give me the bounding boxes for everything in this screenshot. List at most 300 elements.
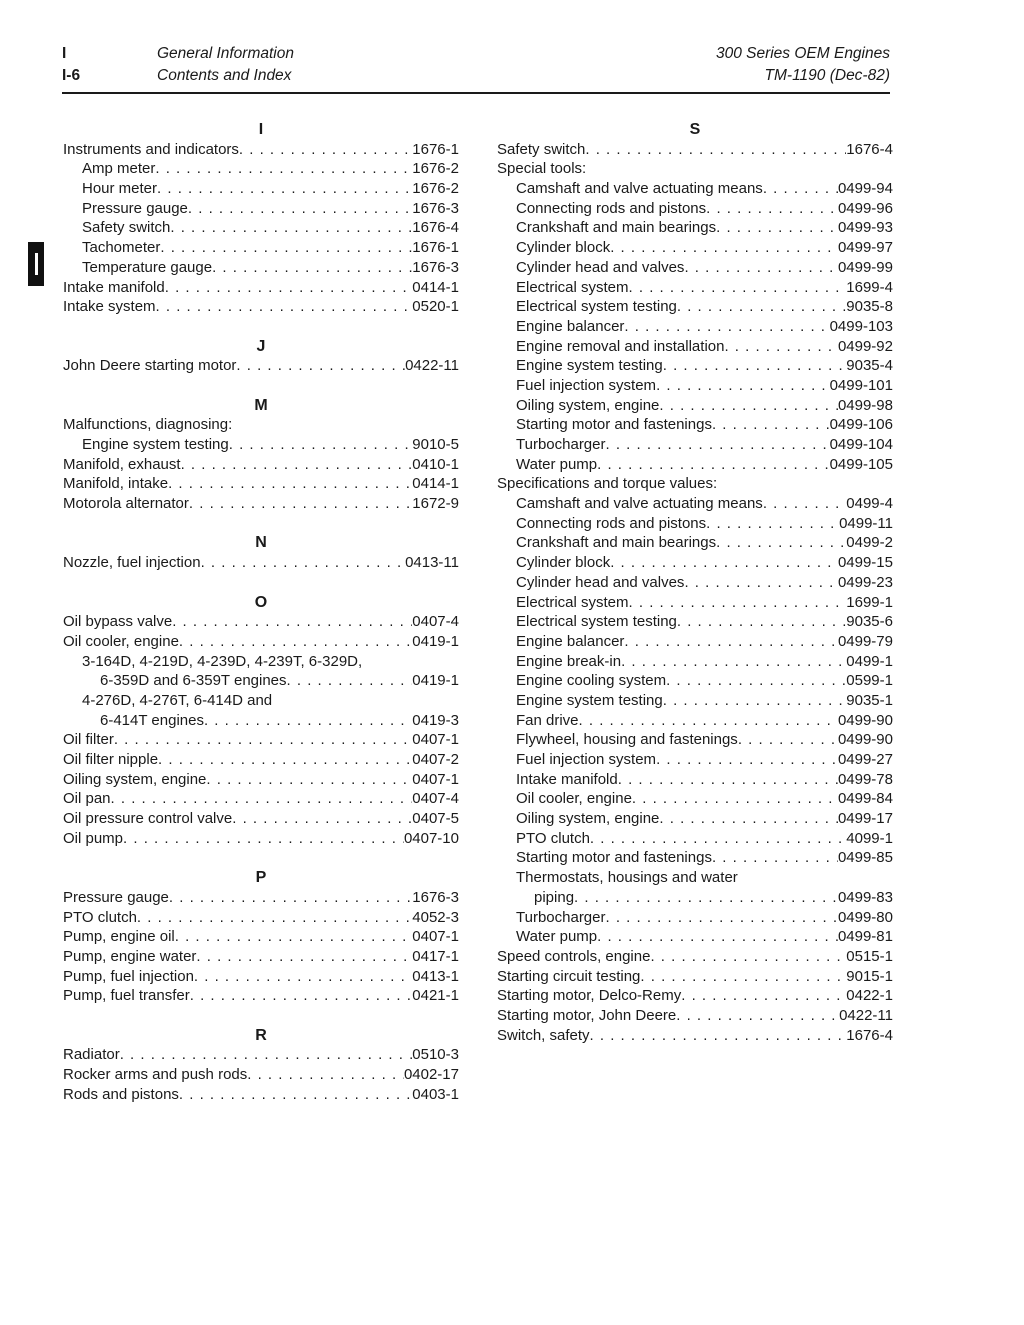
entry-page-ref: 9035-4 [846,357,893,375]
dot-leader [706,199,838,219]
index-subentry [63,258,459,278]
dot-leader [247,1065,404,1085]
index-entry [63,140,459,160]
index-spacer [63,1006,459,1026]
entry-page-ref: 0510-3 [412,1046,459,1064]
entry-term: Cylinder head and valves [516,573,685,591]
index-subentry [497,671,893,691]
entry-page-ref: 0402-17 [403,1066,459,1083]
header-title: General Information [157,45,294,62]
entry-term: Pump, fuel injection [63,967,194,985]
entry-page-ref: 1676-3 [412,258,459,276]
entry-term: PTO clutch [63,908,137,926]
entry-page-ref: 0407-4 [412,613,459,631]
index-subentry [497,317,893,337]
index-letter-heading: O [254,593,268,611]
entry-term: Fan drive [516,711,579,729]
entry-term: PTO clutch [516,829,590,847]
entry-term: Electrical system testing [516,298,677,316]
entry-term: Engine system testing [516,357,663,375]
entry-term: Temperature gauge [82,258,213,276]
header-series: 300 Series OEM Engines [715,45,890,62]
entry-term: Rocker arms and push rods [63,1066,248,1083]
dot-leader [114,730,412,750]
entry-term: 6-414T engines [100,711,204,729]
entry-page-ref: 0499-92 [837,337,893,355]
entry-page-ref: 0407-1 [412,731,459,749]
entry-page-ref: 0499-90 [837,731,893,749]
entry-term: Intake manifold [516,770,618,788]
entry-page-ref: 0499-105 [829,455,893,473]
entry-page-ref: 1676-2 [412,180,459,198]
entry-term: Switch, safety [497,1026,590,1044]
index-entry [63,297,459,317]
index-entry [63,356,459,376]
index-spacer [63,848,459,868]
index-subentry [497,218,893,238]
entry-term: Oil cooler, engine [63,632,179,650]
entry-term: Engine system testing [516,691,663,709]
entry-term: Intake system [63,298,156,316]
entry-term: Engine break-in [516,652,622,670]
entry-term: Starting motor, John Deere [497,1006,677,1024]
index-spacer [63,573,459,593]
index-entry [63,278,459,298]
entry-page-ref: 0417-1 [412,947,459,965]
entry-term: Water pump [516,928,598,946]
dot-leader [606,908,838,928]
index-subentry [497,415,893,435]
dot-leader [666,671,846,691]
index-subentry [63,199,459,219]
entry-page-ref: 0407-4 [412,790,459,808]
dot-leader [194,967,412,987]
entry-page-ref: 0499-101 [829,376,893,394]
index-subentry [497,789,893,809]
entry-page-ref: 0499-15 [837,554,893,572]
index-entry [63,553,459,573]
dot-leader [123,829,404,849]
index-subentry [497,730,893,750]
entry-term: Connecting rods and pistons [516,514,707,532]
entry-term: Starting circuit testing [497,967,641,985]
entry-page-ref: 1676-2 [412,160,459,178]
dot-leader [229,435,413,455]
entry-term: Engine removal and installation [516,337,725,355]
index-letter-heading: J [256,337,266,355]
index-entry [63,770,459,790]
dot-leader [190,986,413,1006]
entry-page-ref: 1676-3 [412,888,459,906]
index-subentry [497,770,893,790]
dot-leader [659,809,838,829]
index-subentry [63,435,459,455]
index-entry [497,947,893,967]
entry-page-ref: 0515-1 [846,947,893,965]
entry-term: Hour meter [82,180,158,198]
entry-term: Starting motor and fastenings [516,416,712,434]
entry-page-ref: 9035-8 [846,298,893,316]
index-entry [63,927,459,947]
dot-leader [157,179,412,199]
entry-term: Tachometer [82,239,161,257]
index-spacer [63,376,459,396]
entry-term: Camshaft and valve actuating means [516,180,763,198]
index-spacer [63,317,459,337]
entry-term: Engine balancer [516,317,625,335]
entry-term: piping [534,888,575,906]
dot-leader [624,317,829,337]
entry-term: Oil filter nipple [63,751,159,768]
index-letter-heading: I [258,121,264,138]
entry-term: Safety switch [497,140,586,158]
index-entry [63,474,459,494]
entry-page-ref: 0407-1 [412,928,459,946]
index-entry [63,750,459,770]
index-subentry [497,533,893,553]
index-subentry [63,179,459,199]
index-subentry [497,435,893,455]
index-entry [63,947,459,967]
dot-leader [663,691,847,711]
entry-term: Electrical system [516,278,629,296]
entry-term: Turbocharger [516,436,606,453]
entry-page-ref: 0422-11 [405,357,459,375]
entry-page-ref: 1699-4 [846,278,893,296]
entry-term: 4-276D, 4-276T, 6-414D and [82,691,273,709]
dot-leader [618,770,838,790]
index-letter-heading: P [255,869,267,887]
entry-term: Thermostats, housings and water [516,869,738,887]
index-letter-heading: S [689,121,701,138]
header-section: I [62,45,67,62]
entry-term: Fuel injection system [516,751,657,768]
index-entry [63,494,459,514]
entry-term: Oil cooler, engine [516,790,632,808]
entry-page-ref: 1676-1 [412,239,459,257]
dot-leader [206,770,412,790]
entry-term: Turbocharger [516,908,606,926]
entry-page-ref: 0499-11 [839,514,893,532]
dot-leader [137,908,412,928]
thumb-tab-mark [35,253,38,275]
entry-term: Oil pan [63,790,111,808]
entry-term: Manifold, exhaust [63,455,181,473]
index-subentry [497,888,893,908]
entry-term: Connecting rods and pistons [516,199,707,217]
entry-page-ref: 9035-6 [846,613,893,631]
index-subentry [497,750,893,770]
dot-leader [624,632,838,652]
dot-leader [632,789,838,809]
entry-page-ref: 0599-1 [846,672,893,690]
dot-leader [738,730,838,750]
entry-term: Oil bypass valve [63,613,173,631]
header-rule [62,92,890,94]
entry-term: Pump, fuel transfer [63,987,190,1005]
dot-leader [629,278,847,298]
index-spacer [63,514,459,534]
entry-term: Starting motor, Delco-Remy [497,987,682,1005]
entry-page-ref: 0520-1 [412,298,459,316]
dot-leader [165,278,413,298]
header-line-1 [62,44,890,64]
index-entry [497,967,893,987]
index-entry [63,632,459,652]
entry-term: Pump, engine oil [63,928,175,946]
entry-page-ref: 1676-4 [846,1026,893,1044]
dot-leader [681,986,846,1006]
dot-leader [676,1006,839,1026]
index-entry [63,829,459,849]
dot-leader [201,553,405,573]
header-manual-number: TM-1190 (Dec-82) [764,67,890,84]
dot-leader [684,573,838,593]
dot-leader [677,612,846,632]
index-entry [497,140,893,160]
index-subentry [63,238,459,258]
entry-term: Cylinder block [516,239,611,257]
dot-leader [196,947,412,967]
dot-leader [684,258,838,278]
dot-leader [212,258,412,278]
entry-page-ref: 0407-2 [412,751,459,768]
entry-page-ref: 9035-1 [846,691,893,709]
index-entry [63,967,459,987]
dot-leader [659,396,838,416]
index-entry [63,809,459,829]
index-subentry [63,159,459,179]
index-subentry [63,711,459,731]
entry-page-ref: 4099-1 [846,829,893,847]
entry-page-ref: 0499-96 [837,199,893,217]
index-column-right [497,120,893,1045]
entry-page-ref: 0499-104 [829,436,893,453]
dot-leader [716,218,838,238]
dot-leader [585,140,846,160]
index-subentry [497,238,893,258]
entry-term: Electrical system [516,593,629,611]
index-subentry [497,908,893,928]
dot-leader [610,238,838,258]
entry-page-ref: 0499-4 [846,495,893,513]
index-entry [63,415,459,435]
entry-term: Safety switch [82,219,171,237]
entry-page-ref: 0419-3 [412,711,459,729]
entry-term: Malfunctions, diagnosing: [63,416,233,434]
index-subentry [497,179,893,199]
entry-term: Pressure gauge [63,888,169,906]
entry-term: Oil filter [63,731,114,749]
index-subentry [497,396,893,416]
entry-term: Oiling system, engine [516,396,660,414]
index-subentry [497,573,893,593]
entry-term: Radiator [63,1046,120,1064]
entry-term: Motorola alternator [63,495,189,513]
dot-leader [232,809,412,829]
dot-leader [597,927,838,947]
entry-term: Cylinder head and valves [516,258,685,276]
index-subentry [497,376,893,396]
entry-term: Speed controls, engine [497,947,651,965]
index-entry [63,1065,459,1085]
index-entry [63,612,459,632]
entry-term: Oil pump [63,829,124,847]
entry-term: Fuel injection system [516,376,657,394]
index-entry [497,986,893,1006]
entry-page-ref: 1676-1 [412,140,459,158]
entry-page-ref: 0499-99 [837,258,893,276]
entry-page-ref: 0419-1 [412,672,459,690]
header-line-2 [62,66,890,86]
entry-term: Flywheel, housing and fastenings [516,731,738,749]
entry-term: Rods and pistons [63,1085,179,1103]
entry-term: Engine cooling system [516,672,667,690]
dot-leader [597,455,829,475]
entry-page-ref: 0499-90 [837,711,893,729]
dot-leader [179,1085,412,1105]
index-subentry [497,927,893,947]
index-subentry [497,356,893,376]
entry-page-ref: 9015-1 [846,967,893,985]
entry-page-ref: 0499-80 [837,908,893,926]
index-entry [497,474,893,494]
entry-page-ref: 0499-81 [837,928,893,946]
entry-term: Oiling system, engine [63,770,207,788]
entry-term: Manifold, intake [63,475,169,493]
entry-page-ref: 0499-83 [837,888,893,906]
entry-term: Engine balancer [516,632,625,650]
index-entry [497,1026,893,1046]
dot-leader [156,297,413,317]
dot-leader [236,356,405,376]
dot-leader [579,711,838,731]
index-subentry [497,612,893,632]
index-entry [63,908,459,928]
index-subentry [497,514,893,534]
index-subentry [497,691,893,711]
index-letter-heading: R [255,1026,267,1044]
dot-leader [170,218,412,238]
entry-term: Pressure gauge [82,199,188,217]
entry-page-ref: 0407-1 [412,770,459,788]
dot-leader [120,1045,413,1065]
entry-term: Cylinder block [516,554,611,572]
dot-leader [168,474,412,494]
entry-term: Amp meter [82,160,156,178]
entry-term: Specifications and torque values: [497,475,718,493]
dot-leader [179,632,412,652]
entry-page-ref: 0499-97 [837,239,893,257]
dot-leader [610,553,838,573]
index-entry [63,986,459,1006]
entry-page-ref: 0414-1 [412,475,459,493]
index-subentry [497,593,893,613]
dot-leader [663,356,847,376]
dot-leader [712,415,830,435]
entry-page-ref: 1676-4 [412,219,459,237]
entry-term: Crankshaft and main bearings [516,219,717,237]
dot-leader [763,179,838,199]
index-entry [497,159,893,179]
entry-page-ref: 0413-11 [405,554,459,572]
index-subentry [497,711,893,731]
index-entry [63,455,459,475]
dot-leader [111,789,413,809]
entry-term: 6-359D and 6-359T engines [100,672,287,690]
dot-leader [763,494,846,514]
dot-leader [590,1026,847,1046]
entry-term: Instruments and indicators [63,140,239,158]
entry-page-ref: 0499-2 [846,534,893,552]
entry-page-ref: 0421-1 [412,987,459,1005]
entry-page-ref: 0499-78 [837,770,893,788]
index-entry [63,888,459,908]
entry-page-ref: 0407-5 [412,810,459,828]
dot-leader [621,652,846,672]
dot-leader [640,967,846,987]
index-subentry [497,829,893,849]
index-subentry [497,258,893,278]
dot-leader [656,750,838,770]
entry-page-ref: 0422-1 [846,987,893,1005]
entry-term: Intake manifold [63,278,165,296]
dot-leader [716,533,846,553]
entry-page-ref: 0410-1 [412,455,459,473]
index-entry [497,1006,893,1026]
entry-term: Nozzle, fuel injection [63,554,201,572]
entry-term: Electrical system testing [516,613,677,631]
entry-page-ref: 9010-5 [412,436,459,453]
entry-term: Engine system testing [82,436,229,453]
dot-leader [204,711,412,731]
entry-term: Oiling system, engine [516,810,660,828]
index-entry [63,789,459,809]
index-subentry [497,337,893,357]
dot-leader [724,337,837,357]
index-subentry [497,297,893,317]
index-subentry [497,278,893,298]
entry-page-ref: 0499-93 [837,219,893,237]
index-subentry [497,652,893,672]
dot-leader [606,435,830,455]
index-subentry [63,218,459,238]
entry-term: Oil pressure control valve [63,810,233,828]
dot-leader [650,947,846,967]
entry-term: John Deere starting motor [63,357,237,375]
index-subentry [63,671,459,691]
entry-page-ref: 0499-98 [837,396,893,414]
index-subentry [497,553,893,573]
entry-page-ref: 0499-94 [837,180,893,198]
entry-term: Special tools: [497,160,587,178]
entry-term: Pump, engine water [63,947,197,965]
dot-leader [706,514,839,534]
entry-term: Starting motor and fastenings [516,849,712,867]
header-subtitle: Contents and Index [157,67,292,84]
index-subentry [497,632,893,652]
index-letter-heading: N [255,534,267,552]
dot-leader [656,376,830,396]
entry-page-ref: 0499-79 [837,632,893,650]
dot-leader [175,927,413,947]
index-subentry [497,455,893,475]
entry-page-ref: 0413-1 [412,967,459,985]
dot-leader [287,671,413,691]
dot-leader [677,297,846,317]
dot-leader [155,159,412,179]
entry-page-ref: 0499-17 [837,810,893,828]
